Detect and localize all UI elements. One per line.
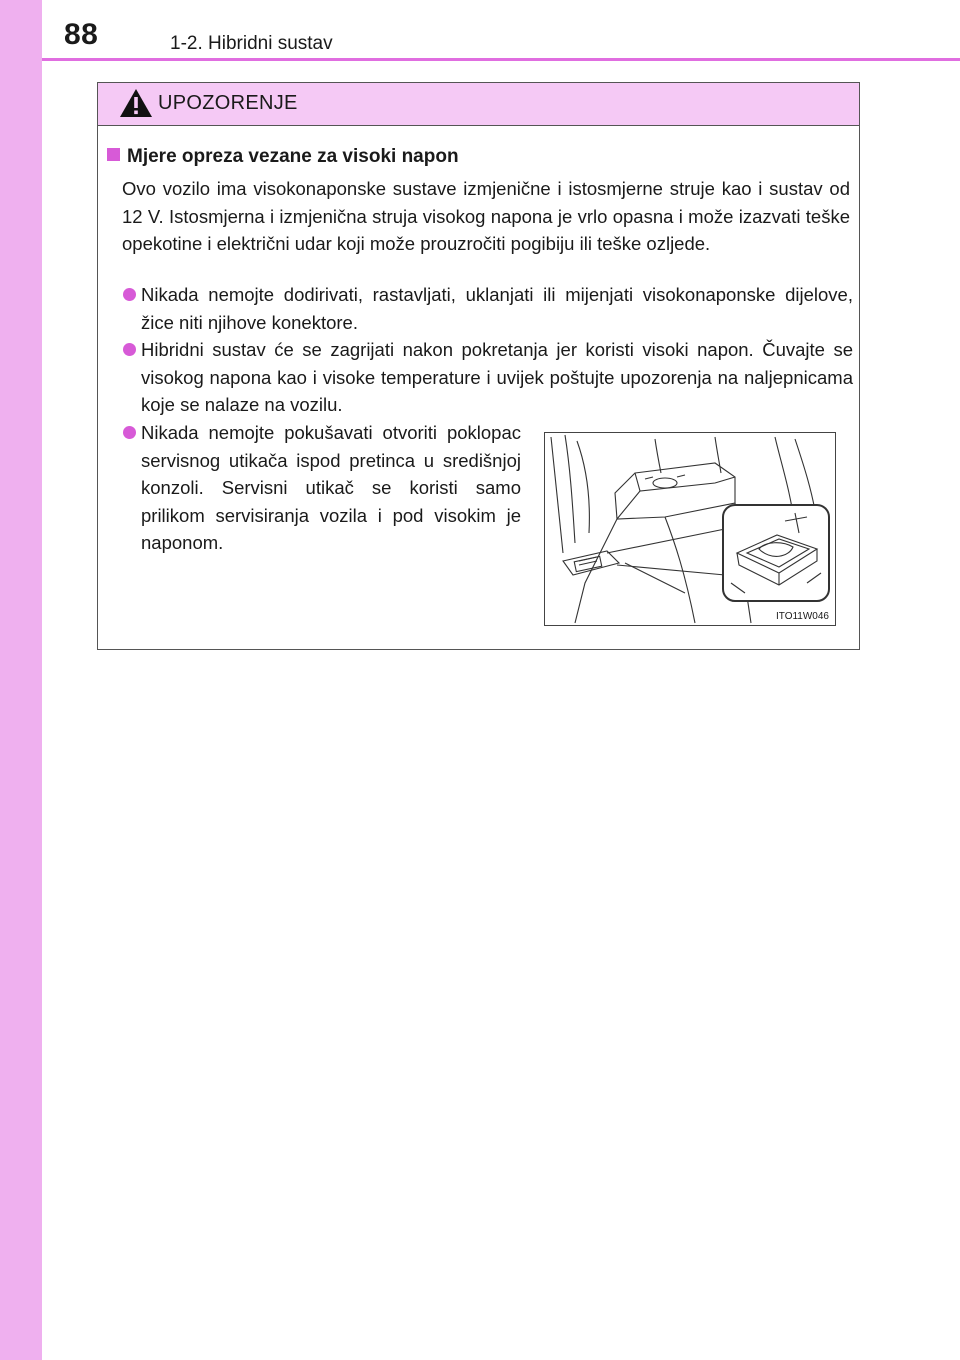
- warning-header: [98, 83, 859, 126]
- warning-intro-paragraph: Ovo vozilo ima visokonaponske sustave izmjenične i istosmjerne struje kao i sustav od 12 V. Istosmjerna i izmjenična struja visokog napona je vrlo opasna i može izazvati teške opekotine i električni udar koji može prouzročiti pogibiju ili teške ozljede.: [122, 178, 850, 254]
- page-number: 88: [64, 18, 99, 51]
- warning-triangle-icon: [118, 87, 154, 119]
- bullet-text: Nikada nemojte pokušavati otvoriti poklopac servisnog utikača ispod pretinca u središnjoj konzoli. Servisni utikač se koristi samo prilikom servisiranja vozila i pod visokim je naponom.: [141, 422, 521, 553]
- warning-box: [97, 82, 860, 650]
- bullet-item: [141, 419, 521, 557]
- section-title: 1-2. Hibridni sustav: [170, 33, 333, 54]
- header-divider: [42, 58, 960, 61]
- round-bullet-icon: [123, 288, 136, 301]
- illustration-code: ITO11W046: [776, 611, 829, 622]
- warning-subheading-text: Mjere opreza vezane za visoki napon: [127, 146, 459, 167]
- side-tab-strip: [0, 0, 42, 1360]
- round-bullet-icon: [123, 426, 136, 439]
- square-bullet-icon: [107, 148, 120, 161]
- service-plug-drawing: [545, 433, 836, 626]
- warning-label: UPOZORENJE: [158, 92, 298, 114]
- bullet-text: Hibridni sustav će se zagrijati nakon pokretanja jer koristi visoki napon. Čuvajte se visokog napona kao i visoke temperature i uvijek poštujte upozorenja na naljepnicama koje se nalaze na vozilu.: [141, 339, 853, 415]
- bullet-item: [141, 281, 853, 336]
- center-console-illustration: [544, 432, 836, 626]
- warning-subheading: [107, 146, 459, 168]
- bullet-item: [141, 336, 853, 419]
- bullet-text: Nikada nemojte dodirivati, rastavljati, uklanjati ili mijenjati visokonaponske dijelove, žice niti njihove konektore.: [141, 284, 853, 333]
- round-bullet-icon: [123, 343, 136, 356]
